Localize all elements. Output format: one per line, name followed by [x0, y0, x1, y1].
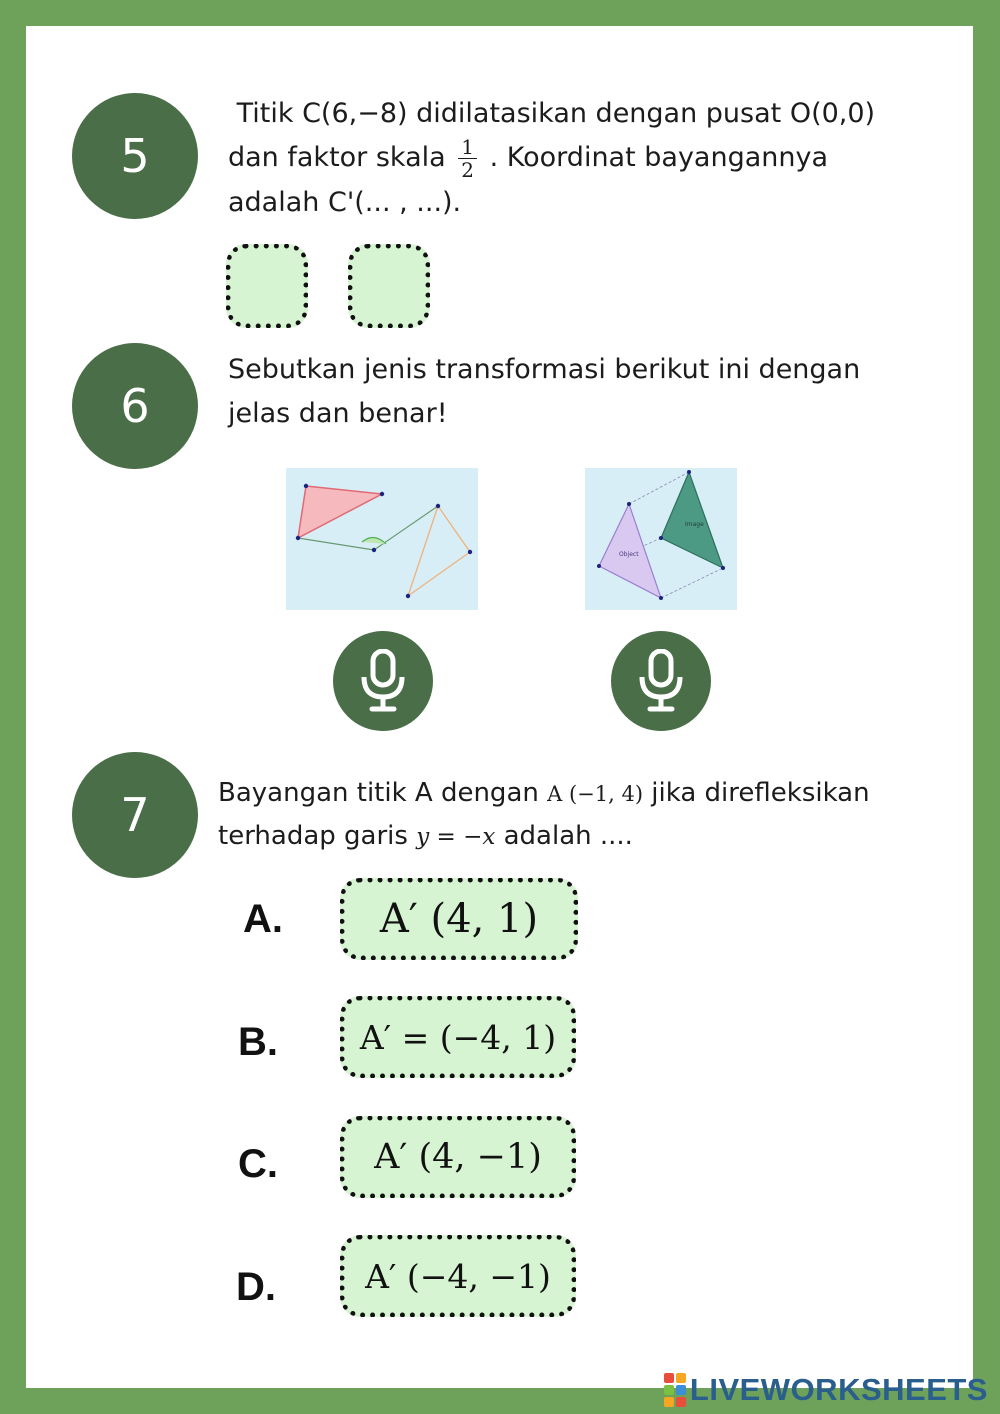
option-c-button[interactable] [340, 1116, 576, 1198]
q5-line1: Titik C(6,−8) didilatasikan dengan pusat O(0,0) [236, 98, 876, 129]
option-c-letter: C. [238, 1142, 278, 1186]
q5-line3: adalah C'(... , ...). [228, 187, 462, 218]
answer-input-x[interactable] [226, 244, 308, 328]
option-b-text: A′ = (−4, 1) [359, 1017, 557, 1057]
rotation-diagram [286, 468, 478, 610]
question-6-text [228, 348, 948, 436]
question-number-label: 6 [120, 379, 150, 433]
q5-line2-pre: dan faktor skala [228, 142, 446, 173]
original-triangle [298, 486, 382, 538]
question-5-text [228, 92, 948, 225]
fraction-numerator: 1 [458, 136, 477, 159]
line-equation-math: y = −x [416, 824, 496, 850]
q7-line2-pre: terhadap garis [218, 821, 408, 851]
question-number-7 [72, 752, 198, 878]
option-a-letter: A. [243, 897, 283, 941]
q6-line2: jelas dan benar! [228, 398, 448, 429]
q5-line2-post: . Koordinat bayangannya [489, 142, 829, 173]
option-d-button[interactable] [340, 1235, 576, 1317]
translation-diagram [585, 468, 737, 610]
record-answer-1-button[interactable] [333, 631, 433, 731]
center-segment-1 [298, 538, 374, 550]
point-a-math: A (−1, 4) [547, 782, 644, 806]
microphone-icon [358, 649, 408, 713]
q7-line1-post: jika direfleksikan [651, 778, 870, 808]
scale-fraction [458, 136, 477, 181]
image-label: Image [685, 521, 704, 528]
option-c-text: A′ (4, −1) [374, 1137, 542, 1177]
q7-line2-post: adalah .... [503, 821, 633, 851]
rotated-triangle [408, 506, 470, 596]
microphone-icon [636, 649, 686, 713]
option-d-letter: D. [236, 1265, 276, 1309]
fraction-denominator: 2 [461, 158, 475, 182]
image-triangle [661, 472, 723, 568]
question-number-label: 5 [120, 129, 150, 183]
option-d-text: A′ (−4, −1) [365, 1256, 551, 1296]
record-answer-2-button[interactable] [611, 631, 711, 731]
option-a-text: A′ (4, 1) [379, 896, 539, 942]
answer-input-y[interactable] [348, 244, 430, 328]
option-b-letter: B. [238, 1020, 278, 1064]
q6-line1: Sebutkan jenis transformasi berikut ini dengan [228, 354, 861, 385]
question-number-6 [72, 343, 198, 469]
q7-line1-pre: Bayangan titik A dengan [218, 778, 539, 808]
question-7-text [218, 772, 958, 858]
question-number-5 [72, 93, 198, 219]
rotation-angle-arc [362, 537, 386, 544]
rotation-figure-image [286, 468, 478, 610]
question-number-label: 7 [120, 788, 150, 842]
translation-figure-image [585, 468, 737, 610]
logo-grid-icon [664, 1373, 686, 1407]
option-b-button[interactable] [340, 996, 576, 1078]
logo-brand-text: LIVEWORKSHEETS [689, 1372, 988, 1407]
object-label: Object [619, 551, 639, 558]
option-a-button[interactable] [340, 878, 578, 960]
liveworksheets-logo[interactable] [664, 1372, 988, 1408]
